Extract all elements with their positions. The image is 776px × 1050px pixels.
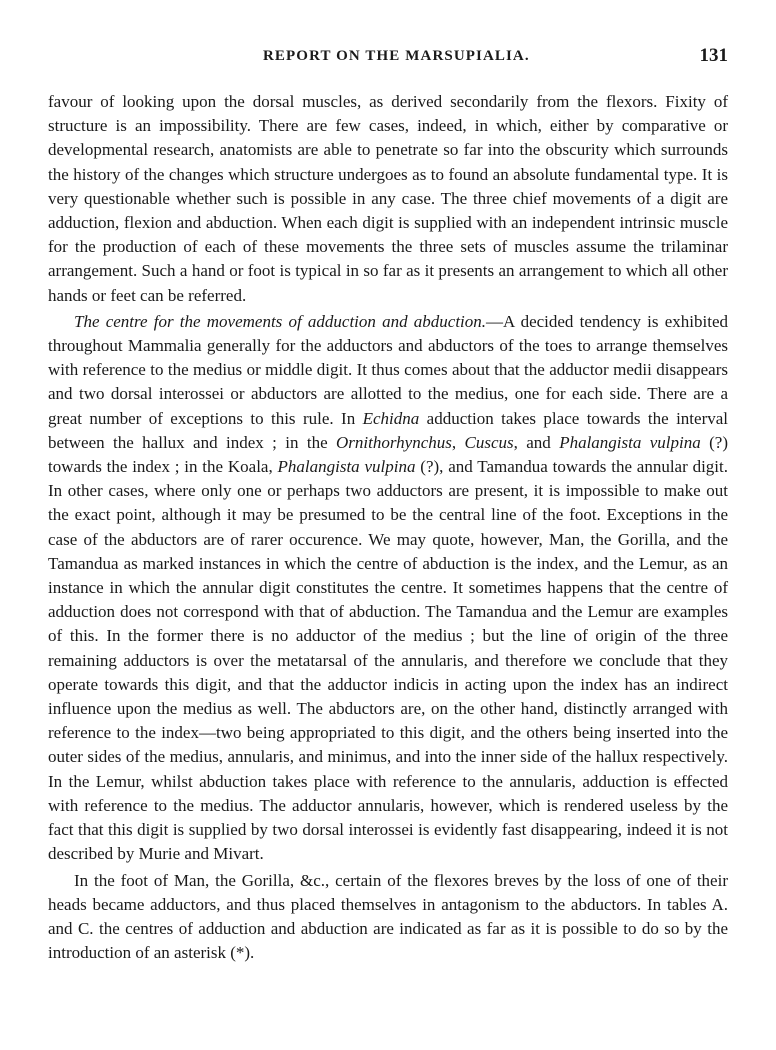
running-title: REPORT ON THE MARSUPIALIA. <box>263 48 530 64</box>
taxon-name: Phalangista vulpina <box>277 457 416 477</box>
text-run: —A decided tendency is exhibited throughout Mammalia generally for the adductors and abductors of the toes to arrange themselves with reference to the medius or middle digit. It thus comes about that the adductor medii disappears and two dorsal interossei or abductors are allotted to the medius, one for each side. There are a great number of exceptions to this rule. In <box>48 311 728 428</box>
page-header <box>0 45 776 74</box>
taxon-name: Cuscus <box>464 432 514 452</box>
taxon-name: Phalangista vulpina <box>559 432 701 452</box>
taxon-name: Echidna <box>362 408 420 428</box>
paragraph-2 <box>48 310 728 867</box>
taxon-name: Ornithorhynchus <box>336 432 452 452</box>
paragraph-1: favour of looking upon the dorsal muscles, as derived secondarily from the flexors. Fixity of structure is an impossibility. There are few cases, indeed, in which, either by comparative or developmental research, anatomists are able to penetrate so far into the obscurity which surrounds the history of the changes which structure undergoes as to found an absolute fundamental type. It is very questionable whether such is possible in any case. The three chief movements of a digit are adduction, flexion and abduction. When each digit is supplied with an independent intrinsic muscle for the production of each of these movements the three sets of muscles assume the trilaminar arrangement. Such a hand or foot is typical in so far as it presents an arrangement to which all other hands or feet can be referred. <box>48 92 728 305</box>
text-run: adduction takes place towards the interval between the hallux and index ; in the <box>48 408 729 452</box>
text-run: , <box>451 432 465 452</box>
text-run: (?) towards the index ; in the Koala, <box>48 432 728 477</box>
page-number: 131 <box>699 45 728 66</box>
text-run: (?), and Tamandua towards the annular digit. In other cases, where only one or perhaps two adductors are present, it is impossible to make out the exact point, although it may be presumed to be the central line of the foot. Exceptions in the case of the abductors are of rarer occurence. We may quote, however, Man, the Gorilla, and the Tamandua as marked instances in which the centre of abduction is the index, and the Lemur, as an instance in which the annular digit constitutes the centre. It sometimes happens that the centre of adduction does not correspond with that of abduction. The Tamandua and the Lemur are examples of this. In the former there is no adductor of the medius ; but the line of origin of the three remaining adductors is over the metatarsal of the annularis, and therefore we conclude that they operate towards this digit, and that the adductor indicis in acting upon the index has an indirect influence upon the medius as well. The abductors are, on the other hand, distinctly arranged with reference to the index—two being appropriated to this digit, and the others being inserted into the outer sides of the medius, annularis, and minimus, and into the inner side of the hallux respectively. In the Lemur, whilst abduction takes place with reference to the annularis, adduction is effected with reference to the medius. The adductor annularis, however, which is rendered useless by the fact that this digit is supplied by two dorsal interossei is evidently fast disappearing, indeed it is not described by Murie and Mivart. <box>48 457 728 864</box>
body-text <box>48 90 728 965</box>
text-run: , and <box>513 432 560 452</box>
section-heading: The centre for the movements of adduction and abduction. <box>74 311 487 331</box>
paragraph-3: In the foot of Man, the Gorilla, &c., certain of the flexores breves by the loss of one of their heads became adductors, and thus placed themselves in antagonism to the abductors. In tables A. and C. the centres of adduction and abduction are indicated as far as it is possible to do so by the introduction of an asterisk (*). <box>48 870 728 963</box>
